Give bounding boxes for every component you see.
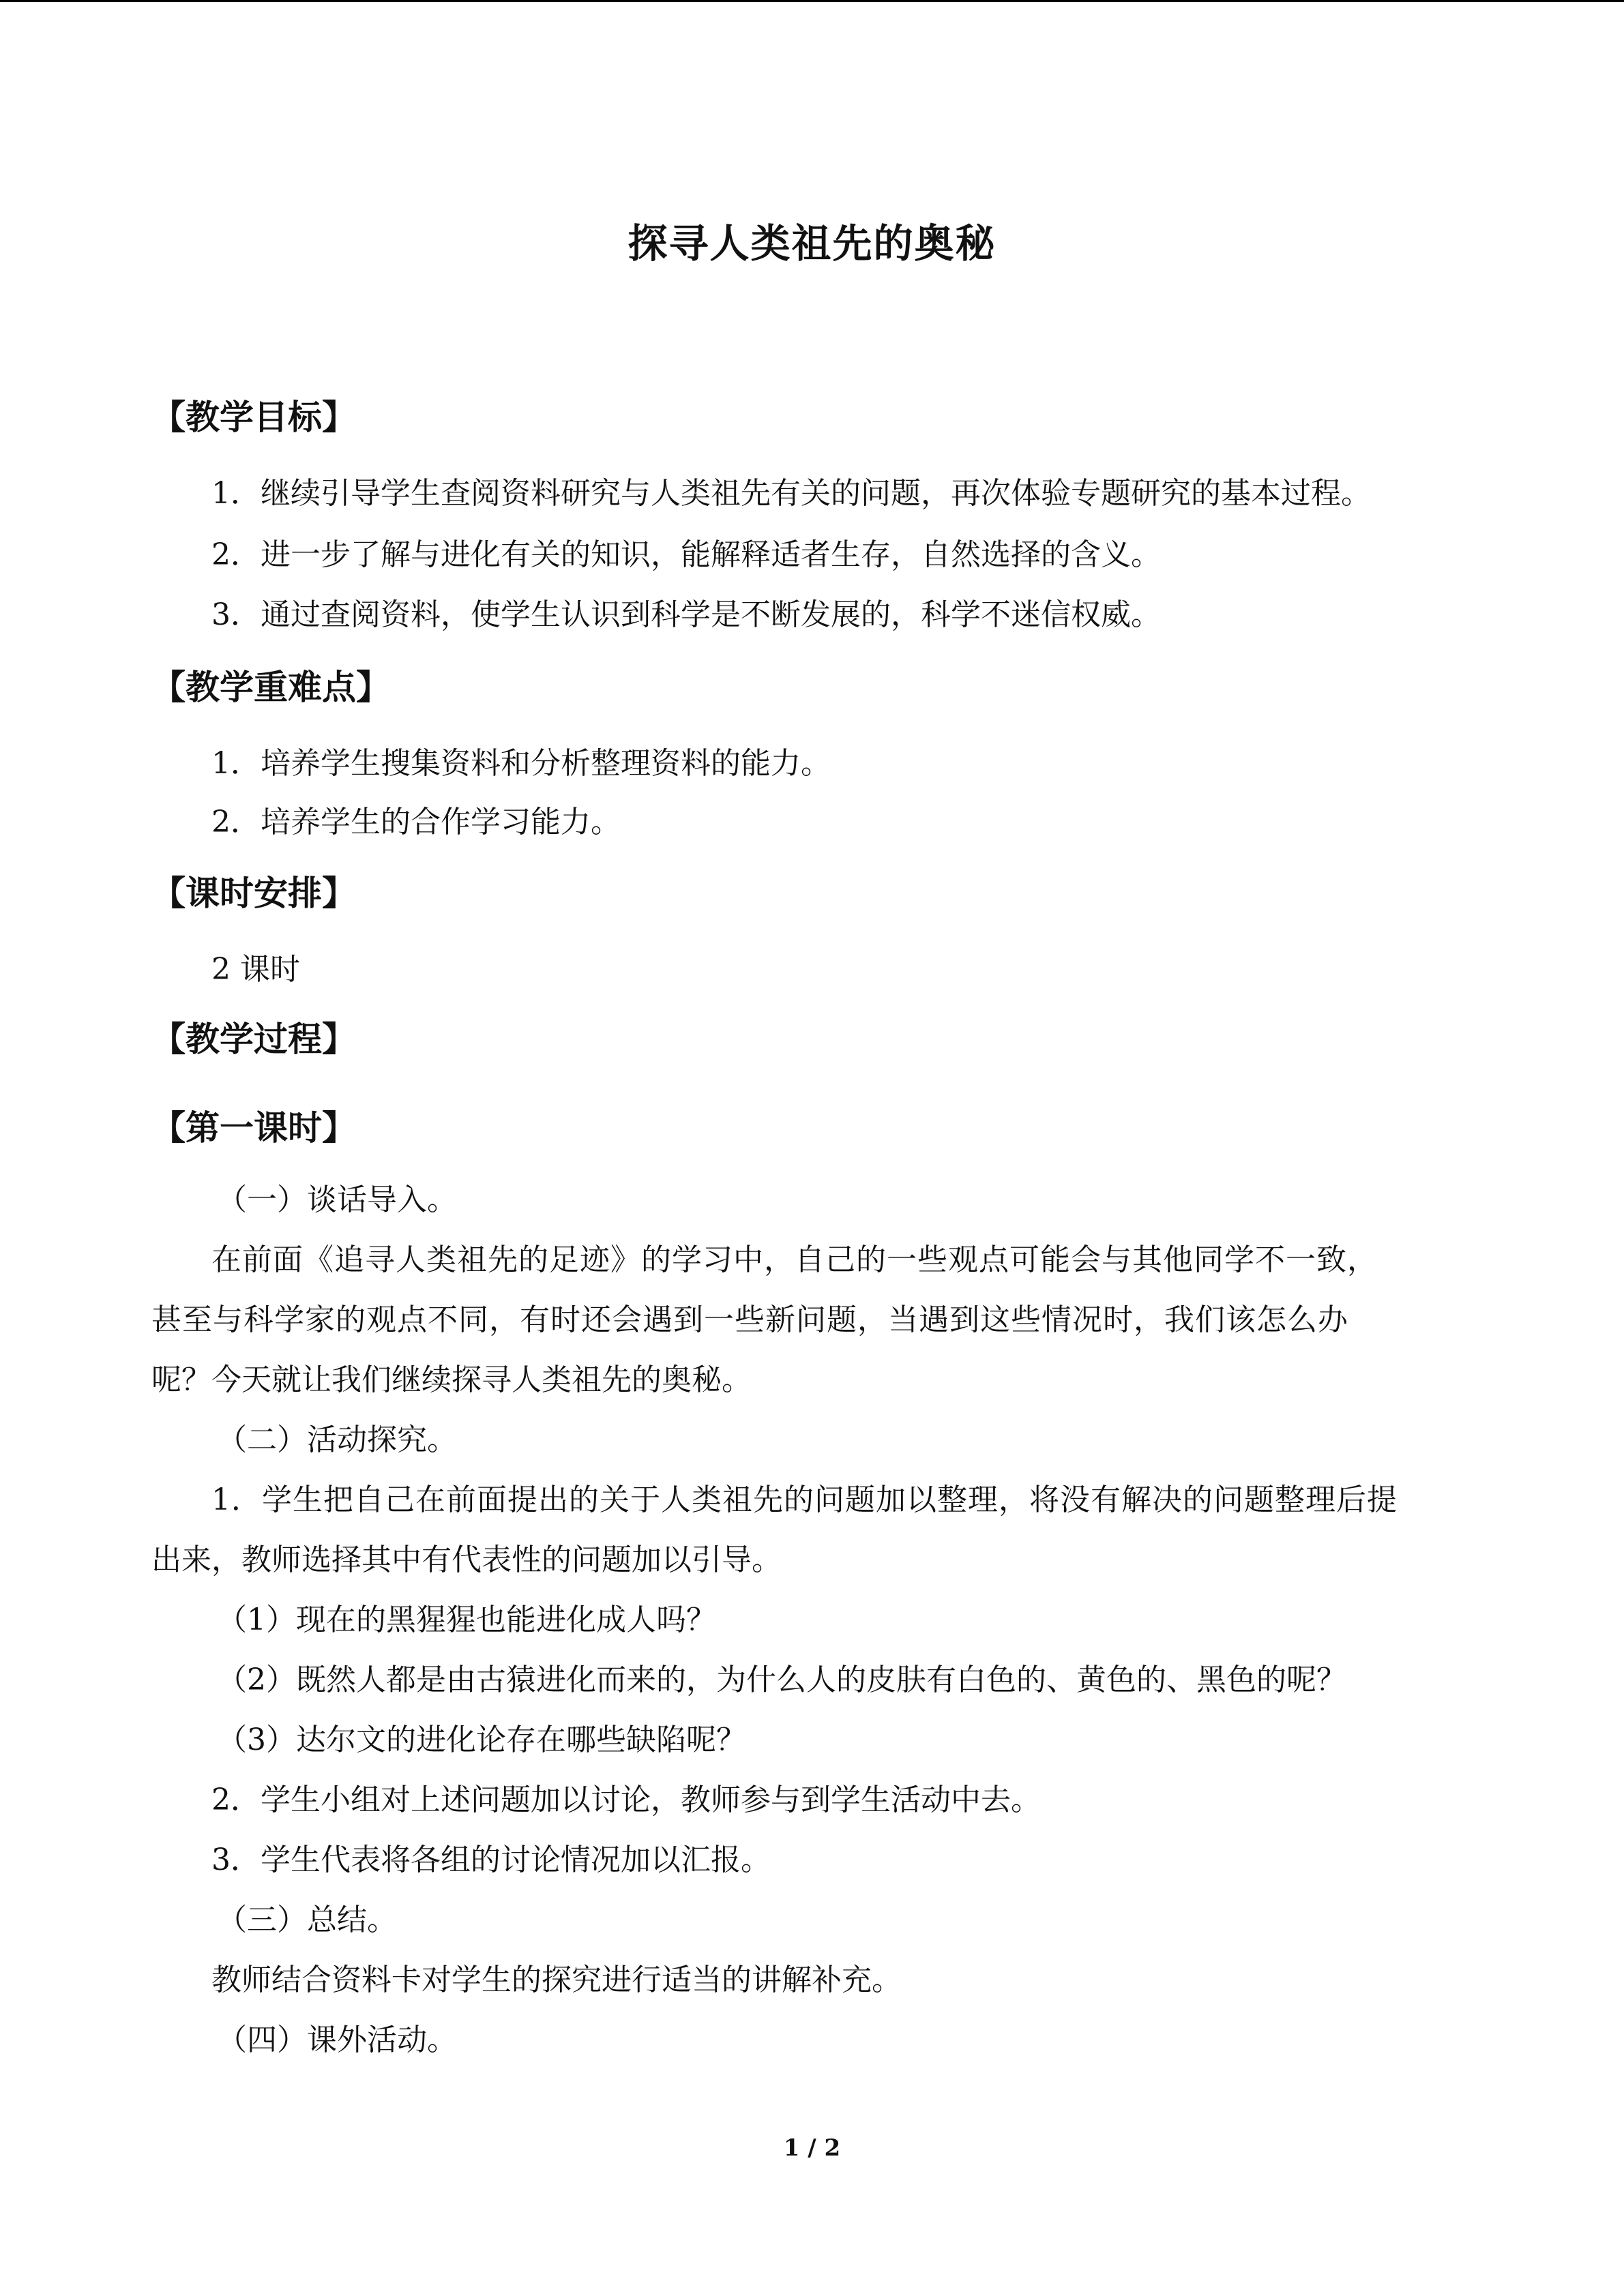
lesson-line: （四）课外活动。 [217, 2023, 457, 2057]
heading-process: 【教学过程】 [151, 1019, 356, 1059]
heading-key-points: 【教学重难点】 [151, 667, 390, 707]
lesson-line: （一）谈话导入。 [217, 1182, 457, 1217]
lesson-line: 在前面《追寻人类祖先的足迹》的学习中，自己的一些观点可能会与其他同学不一致， [211, 1242, 1378, 1277]
lesson-line: 1．学生把自己在前面提出的关于人类祖先的问题加以整理，将没有解决的问题整理后提 [211, 1482, 1398, 1517]
heading-lesson-one: 【第一课时】 [151, 1107, 356, 1148]
heading-schedule: 【课时安排】 [151, 873, 356, 913]
lesson-line: 出来，教师选择其中有代表性的问题加以引导。 [151, 1542, 782, 1577]
objective-item: 1．继续引导学生查阅资料研究与人类祖先有关的问题，再次体验专题研究的基本过程。 [211, 476, 1371, 511]
page-number: 1 / 2 [783, 2134, 841, 2162]
lesson-line: 教师结合资料卡对学生的探究进行适当的讲解补充。 [211, 1963, 902, 1997]
schedule-text: 2 课时 [211, 952, 300, 987]
lesson-line: 甚至与科学家的观点不同，有时还会遇到一些新问题，当遇到这些情况时，我们该怎么办 [151, 1302, 1348, 1337]
lesson-line: （3）达尔文的进化论存在哪些缺陷呢？ [217, 1723, 746, 1757]
lesson-line: （三）总结。 [217, 1903, 397, 1937]
lesson-line: 2．学生小组对上述问题加以讨论，教师参与到学生活动中去。 [211, 1783, 1041, 1817]
lesson-line: 呢？今天就让我们继续探寻人类祖先的奥秘。 [151, 1362, 752, 1397]
key-point-item: 1．培养学生搜集资料和分析整理资料的能力。 [211, 746, 831, 781]
key-point-item: 2．培养学生的合作学习能力。 [211, 805, 621, 839]
document-title: 探寻人类祖先的奥秘 [628, 220, 996, 267]
lesson-line: （2）既然人都是由古猿进化而来的，为什么人的皮肤有白色的、黄色的、黑色的呢？ [217, 1663, 1346, 1697]
objective-item: 3．通过查阅资料，使学生认识到科学是不断发展的，科学不迷信权威。 [211, 597, 1161, 632]
lesson-line: （1）现在的黑猩猩也能进化成人吗？ [217, 1602, 716, 1637]
lesson-line: 3．学生代表将各组的讨论情况加以汇报。 [211, 1843, 771, 1877]
objective-item: 2．进一步了解与进化有关的知识，能解释适者生存，自然选择的含义。 [211, 537, 1161, 572]
heading-objectives: 【教学目标】 [151, 397, 356, 437]
lesson-line: （二）活动探究。 [217, 1422, 457, 1457]
page-top-border [0, 0, 1624, 2]
